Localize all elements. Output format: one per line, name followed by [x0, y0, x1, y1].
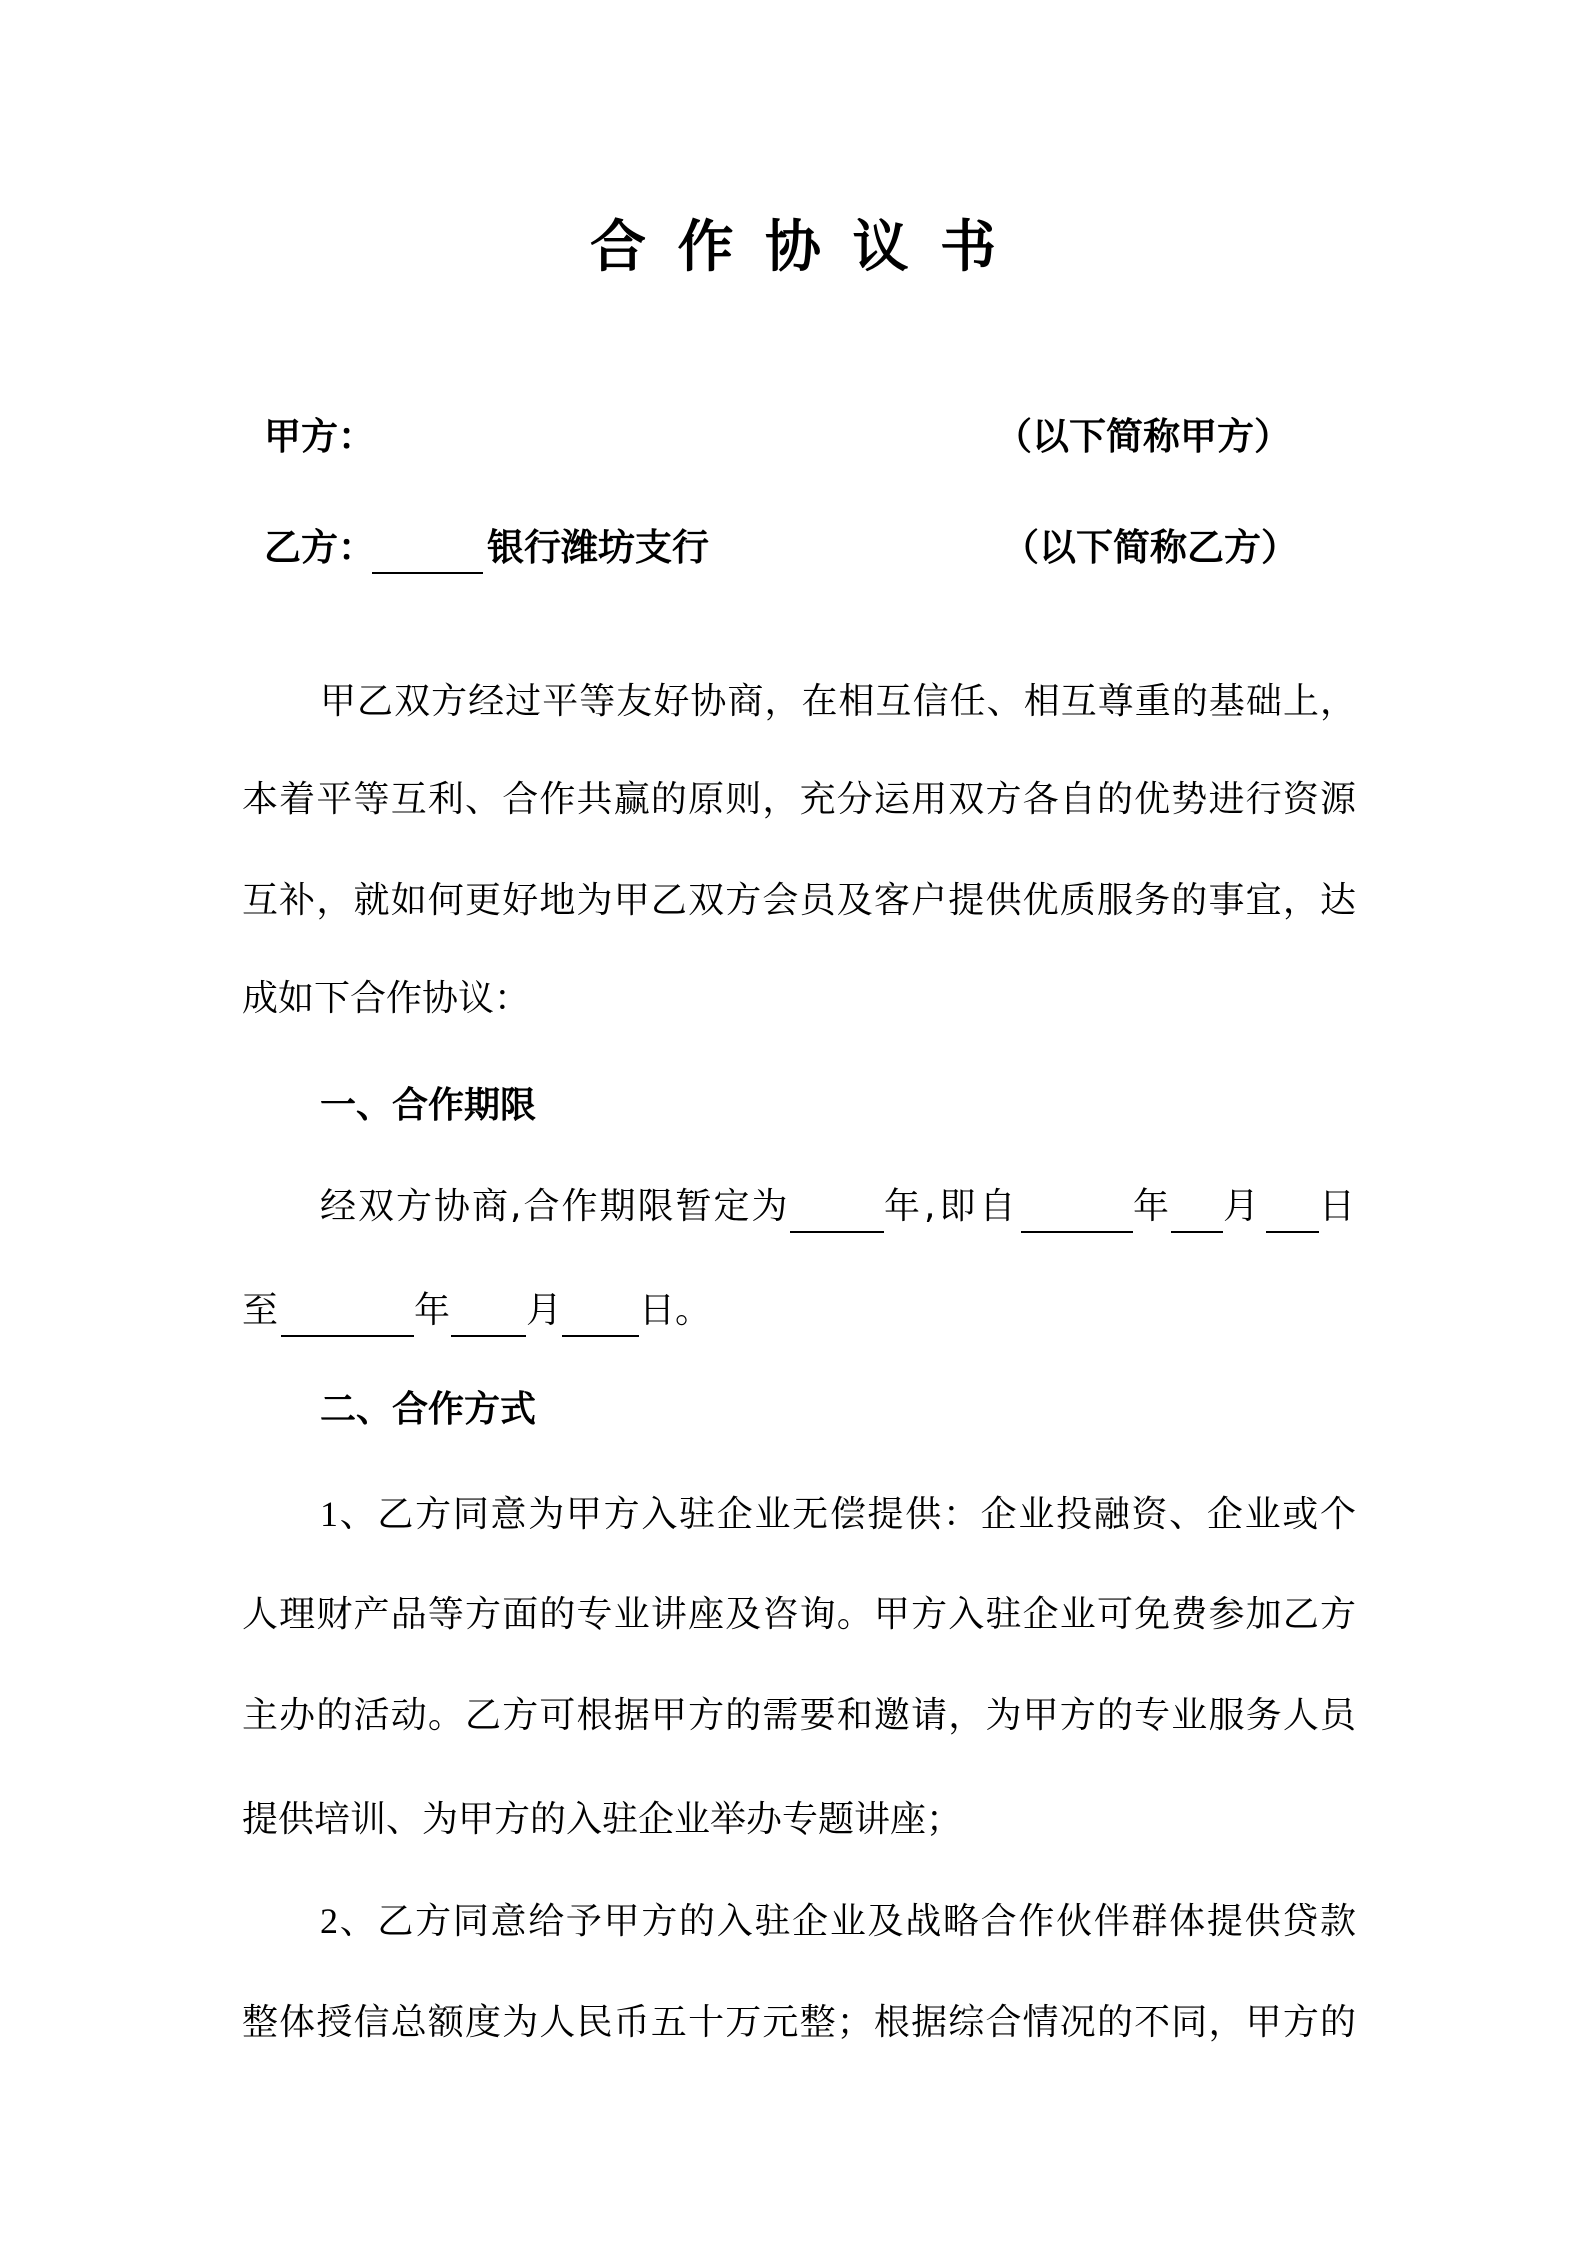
party-a-line	[0, 386, 1586, 488]
term-text: 年,即自	[884, 1186, 1020, 1227]
clause-1-line	[320, 1463, 1356, 1565]
party-b-name: 银行潍坊支行	[487, 526, 709, 569]
term-text: 月	[1223, 1186, 1260, 1227]
party-b-line	[0, 497, 1586, 599]
clause-text: 、乙方同意为甲方入驻企业无偿提供：企业投融资、企业或个	[338, 1494, 1356, 1535]
clause-1-line: 提供培训、为甲方的入驻企业举办专题讲座；	[242, 1799, 963, 1840]
preamble-line: 本着平等互利、合作共赢的原则，充分运用双方各自的优势进行资源	[242, 779, 1356, 820]
term-text: 至	[242, 1290, 279, 1331]
preamble-line: 成如下合作协议：	[242, 978, 531, 1019]
end-day-blank	[562, 1260, 639, 1337]
preamble-line: 互补，就如何更好地为甲乙双方会员及客户提供优质服务的事宜，达	[242, 880, 1356, 921]
end-year-blank	[281, 1260, 414, 1337]
term-line-1	[0, 1156, 1586, 1258]
term-text: 月	[526, 1290, 563, 1331]
party-b-blank	[372, 497, 483, 574]
clause-number: 1	[320, 1494, 338, 1534]
term-text: 日。	[639, 1290, 712, 1331]
preamble-line: 甲乙双方经过平等友好协商，在相互信任、相互尊重的基础上，	[320, 681, 1356, 722]
term-text: 年	[414, 1290, 451, 1331]
clause-number: 2	[320, 1901, 338, 1941]
clause-1-line: 人理财产品等方面的专业讲座及咨询。甲方入驻企业可免费参加乙方	[242, 1594, 1356, 1635]
term-text: 日	[1319, 1186, 1356, 1227]
clause-2-line: 整体授信总额度为人民币五十万元整；根据综合情况的不同，甲方的	[242, 2002, 1356, 2043]
document-title: 合 作 协 议 书	[590, 215, 1002, 280]
term-text: 经双方协商,合作期限暂定为	[320, 1186, 790, 1227]
start-day-blank	[1266, 1156, 1319, 1233]
clause-1-line: 主办的活动。乙方可根据甲方的需要和邀请，为甲方的专业服务人员	[242, 1695, 1356, 1736]
term-line-2	[0, 1260, 1586, 1362]
section-2-heading: 二、合作方式	[320, 1389, 537, 1430]
clause-text: 、乙方同意给予甲方的入驻企业及战略合作伙伴群体提供贷款	[338, 1901, 1356, 1942]
term-text: 年	[1133, 1186, 1170, 1227]
section-1-heading: 一、合作期限	[320, 1085, 537, 1126]
start-month-blank	[1171, 1156, 1223, 1233]
party-a-label: 甲方：	[264, 415, 375, 458]
term-years-blank	[790, 1156, 884, 1233]
clause-2-line	[320, 1870, 1356, 1972]
start-year-blank	[1021, 1156, 1133, 1233]
party-b-note: （以下简称乙方）	[1002, 526, 1298, 569]
end-month-blank	[451, 1260, 526, 1337]
party-b-label: 乙方：	[264, 526, 375, 569]
party-a-note: （以下简称甲方）	[995, 415, 1291, 458]
